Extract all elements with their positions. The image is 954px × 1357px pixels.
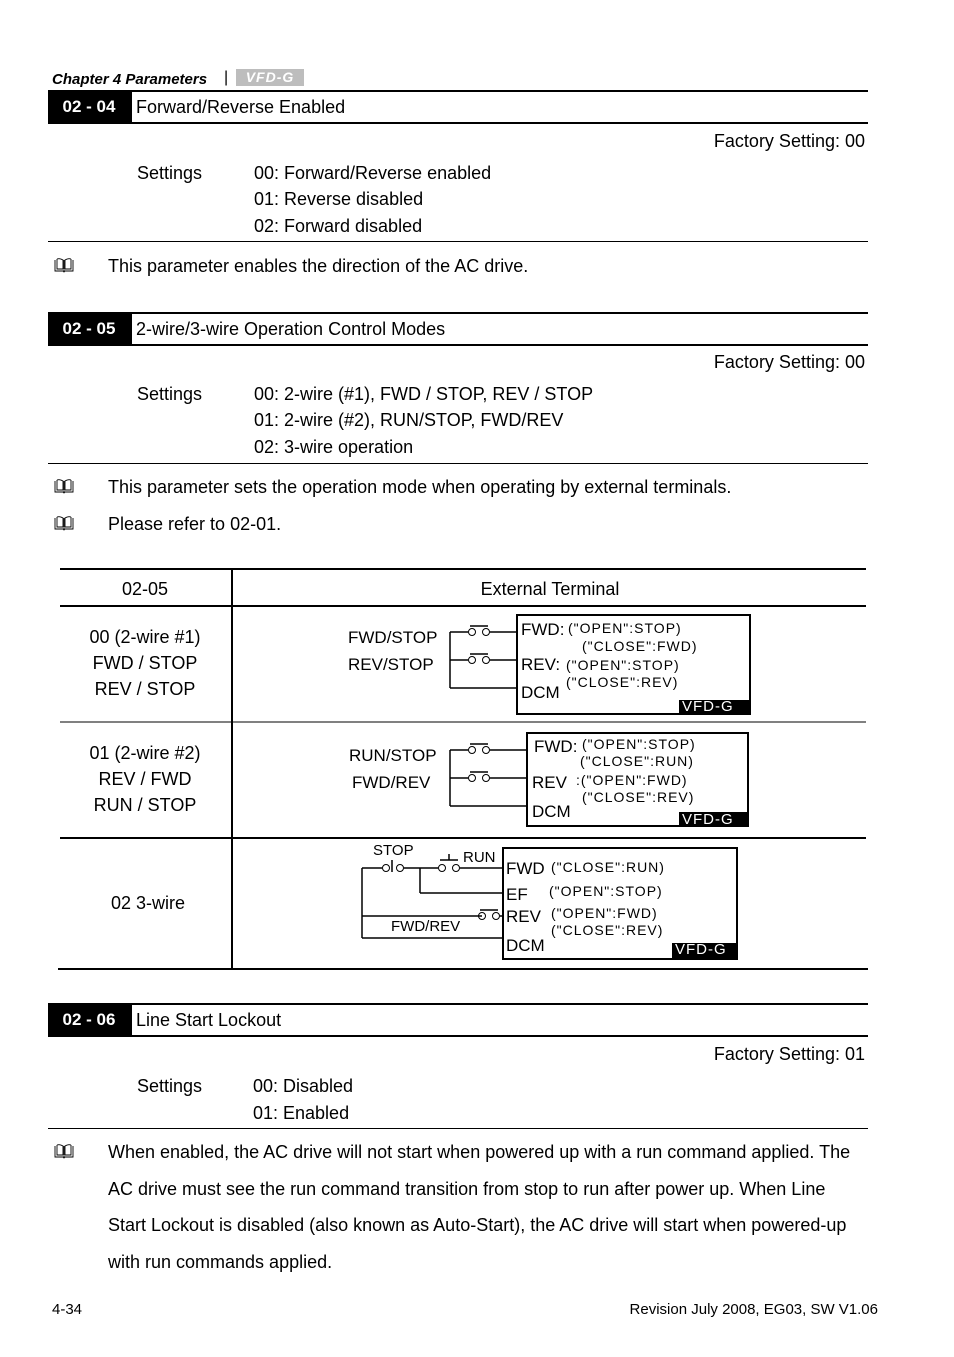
terminal-state: ("OPEN":STOP) [582,736,696,752]
switch-label: RUN/STOP [349,746,437,765]
factory-setting: Factory Setting: 00 [713,131,865,151]
switch-label: REV/STOP [348,655,434,674]
setting-option: 00: 2-wire (#1), FWD / STOP, REV / STOP [254,384,594,404]
terminal-state: ("CLOSE":REV) [582,789,695,805]
switch-label: FWD/STOP [348,628,438,647]
drive-label: VFD-G [682,698,734,715]
section-divider [48,241,868,242]
wiring-table [58,568,868,970]
param-name: 2-wire/3-wire Operation Control Modes [136,319,446,339]
revision-info: Revision July 2008, EG03, SW V1.06 [629,1301,878,1318]
book-icon [54,1144,74,1159]
setting-option: 02: 3-wire operation [254,437,414,457]
book-icon [54,258,74,273]
page-number: 4-34 [52,1301,83,1318]
header-separator: | [224,69,229,86]
settings-label: Settings [137,384,203,404]
note-line: with run commands applied. [108,1252,333,1272]
param-header-02-04 [48,90,868,124]
param-number: 02 - 06 [48,1003,130,1037]
param-number: 02 - 05 [48,312,130,346]
terminal-label: FWD: [534,737,578,756]
chapter-title: Chapter 4 Parameters [52,71,208,88]
row-mode-02: 02 3-wire [110,893,186,913]
section-divider [48,463,868,464]
terminal-state: ("CLOSE":REV) [566,674,679,690]
setting-option: 01: 2-wire (#2), RUN/STOP, FWD/REV [254,410,564,430]
param-name: Forward/Reverse Enabled [136,97,346,117]
setting-option: 00: Forward/Reverse enabled [254,163,492,183]
terminal-state: ("OPEN":STOP) [568,620,682,636]
book-icon [54,479,74,494]
table-header-terminal: External Terminal [480,579,620,599]
terminal-label: REV [506,907,541,926]
param-number: 02 - 04 [48,90,130,124]
param-name: Line Start Lockout [136,1010,282,1030]
table-header-mode: 02-05 [121,579,169,599]
terminal-state: ("CLOSE":RUN) [580,753,694,769]
factory-setting: Factory Setting: 00 [713,352,865,372]
switch-label: RUN [463,849,496,866]
terminal-state: ("CLOSE":REV) [551,922,664,938]
drive-label: VFD-G [675,941,727,958]
terminal-label: REV: [521,655,561,674]
row-mode-00: 00 (2-wire #1) FWD / STOP REV / STOP [89,627,201,699]
setting-option: 01: Reverse disabled [254,189,424,209]
note-text: This parameter sets the operation mode when operating by external terminals. [108,477,732,497]
section-divider [48,1128,868,1129]
param-header-02-05 [48,312,868,346]
note-line: AC drive must see the run command transition from stop to run after power up. When Line [108,1179,826,1199]
vfd-g-logo: VFD-G [236,69,304,86]
switch-label: STOP [373,842,414,859]
terminal-state: ("OPEN":STOP) [566,657,680,673]
book-icon [54,516,74,531]
setting-option: 01: Enabled [253,1103,350,1123]
settings-label: Settings [137,163,203,183]
terminal-state: ("OPEN":STOP) [549,883,663,899]
terminal-label: DCM [532,802,571,821]
param-header-02-06 [48,1003,868,1037]
factory-setting: Factory Setting: 01 [713,1044,865,1064]
row-mode-01: 01 (2-wire #2) REV / FWD RUN / STOP [89,743,201,815]
terminal-state: ("CLOSE":RUN) [551,859,665,875]
terminal-state: ("OPEN":FWD) [551,905,658,921]
note-line: Start Lockout is disabled (also known as Auto-Start), the AC drive will start when powered-up [108,1215,847,1235]
terminal-label: FWD: [521,620,565,639]
terminal-label: REV [532,773,567,792]
terminal-state: :("OPEN":FWD) [576,772,688,788]
note-line: When enabled, the AC drive will not start when powered up with a run command applied. The [108,1142,851,1162]
terminal-label: FWD [506,859,545,878]
drive-label: VFD-G [682,811,734,828]
setting-option: 02: Forward disabled [254,216,423,236]
switch-label: FWD/REV [391,918,461,935]
settings-label: Settings [137,1076,203,1096]
terminal-label: EF [506,885,528,904]
terminal-label: DCM [506,936,545,955]
note-text: Please refer to 02-01. [108,514,282,534]
switch-label: FWD/REV [352,773,431,792]
setting-option: 00: Disabled [253,1076,354,1096]
note-text: This parameter enables the direction of the AC drive. [108,256,529,276]
terminal-label: DCM [521,683,560,702]
terminal-state: ("CLOSE":FWD) [582,638,698,654]
